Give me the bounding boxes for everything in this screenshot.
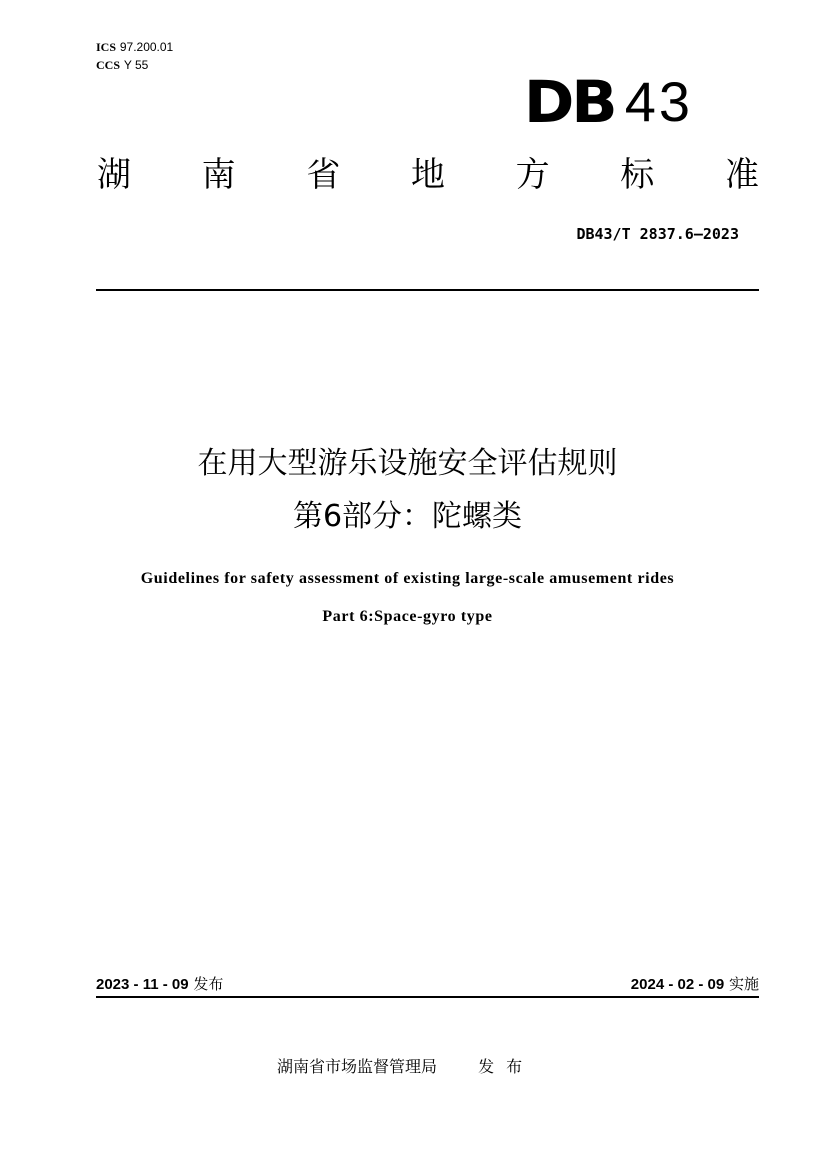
implementation-date: 2024 - 02 - 09 — [630, 976, 725, 993]
db-mark: DB — [524, 68, 615, 136]
top-divider — [96, 289, 759, 291]
ics-value: 97.200.01 — [119, 40, 174, 54]
db-logo — [524, 68, 693, 136]
standard-number: DB43/T 2837.6—2023 — [576, 225, 739, 243]
title-chinese-line2: 第6部分：陀螺类 — [292, 499, 523, 534]
ccs-value: Y 55 — [123, 58, 149, 72]
standard-type-char: 标 — [620, 155, 655, 195]
standard-type-char: 方 — [515, 155, 550, 195]
standard-type-char: 准 — [724, 155, 759, 195]
standard-type-char: 地 — [410, 155, 445, 195]
ics-code — [96, 38, 173, 56]
region-code: 43 — [624, 70, 693, 133]
classification-codes — [96, 38, 173, 74]
implementation-label: 实施 — [728, 975, 759, 993]
bottom-divider — [96, 996, 759, 998]
ics-label: ICS — [96, 40, 117, 54]
publisher-block — [277, 1056, 534, 1078]
implementation-date-block — [631, 974, 759, 995]
ccs-label: CCS — [96, 58, 121, 72]
publisher-action: 发布 — [478, 1057, 535, 1076]
standard-type-heading — [97, 152, 759, 198]
publisher-name: 湖南省市场监督管理局 — [277, 1057, 438, 1076]
title-chinese-line1: 在用大型游乐设施安全评估规则 — [197, 446, 618, 481]
standard-type-char: 省 — [306, 155, 341, 195]
issue-date: 2023 - 11 - 09 — [96, 976, 189, 993]
title-english-line1: Guidelines for safety assessment of existing large-scale amusement rides — [140, 570, 675, 587]
issue-date-block — [96, 974, 223, 995]
standard-type-char: 湖 — [97, 155, 131, 195]
ccs-code — [96, 56, 173, 74]
title-english-line2: Part 6:Space-gyro type — [322, 608, 493, 625]
issue-label: 发布 — [193, 975, 224, 993]
standard-type-char: 南 — [201, 155, 236, 195]
